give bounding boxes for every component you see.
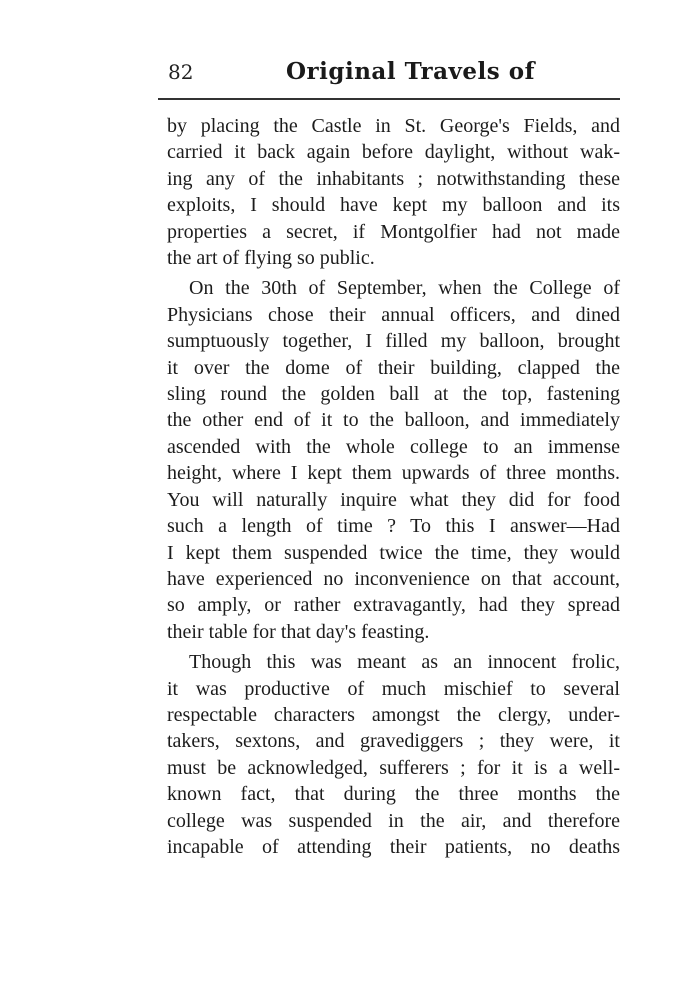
text-line: have experienced no inconvenience on that account, [167,567,620,590]
text-line: Though this was meant as an innocent frolic, [189,651,620,674]
text-line: must be acknowledged, sufferers ; for it is a well- [167,756,620,779]
text-line: sling round the golden ball at the top, fastening [167,383,620,406]
paragraph [167,649,620,860]
text-line: so amply, or rather extravagantly, had they spread [167,594,620,617]
text-line: such a length of time ? To this I answer—Had [167,515,620,538]
text-line: carried it back again before daylight, without wak- [167,141,620,164]
running-head: Original Travels of [286,58,535,85]
page-number: 82 [168,60,194,84]
text-line: exploits, I should have kept my balloon and its [167,194,620,217]
text-line: incapable of attending their patients, no deaths [167,835,620,858]
text-line: it over the dome of their building, clapped the [167,356,620,379]
paragraph [167,113,620,271]
text-line: the other end of it to the balloon, and immediately [167,409,620,432]
text-line: sumptuously together, I filled my balloon, brought [167,330,620,353]
body-text [167,113,620,864]
text-line: known fact, that during the three months the [167,783,620,806]
text-line: ascended with the whole college to an immense [167,435,620,458]
text-line: height, where I kept them upwards of three months. [167,462,620,485]
paragraph [167,275,620,645]
text-line: I kept them suspended twice the time, they would [167,541,620,564]
text-line: On the 30th of September, when the College of [189,277,620,300]
text-line: college was suspended in the air, and therefore [167,809,620,832]
text-line: properties a secret, if Montgolfier had not made [167,220,620,243]
page-header [158,58,620,98]
text-line: it was productive of much mischief to several [167,677,620,700]
text-line: by placing the Castle in St. George's Fields, and [167,115,620,137]
text-line: takers, sextons, and gravediggers ; they were, it [167,730,620,753]
header-rule [158,98,620,100]
text-line: their table for that day's feasting. [167,620,430,643]
text-line: You will naturally inquire what they did for food [167,488,620,511]
text-line: the art of flying so public. [167,247,375,270]
text-line: respectable characters amongst the clergy, under- [167,703,620,726]
text-line: ing any of the inhabitants ; notwithstanding these [167,167,620,190]
text-line: Physicians chose their annual officers, and dined [167,303,620,326]
